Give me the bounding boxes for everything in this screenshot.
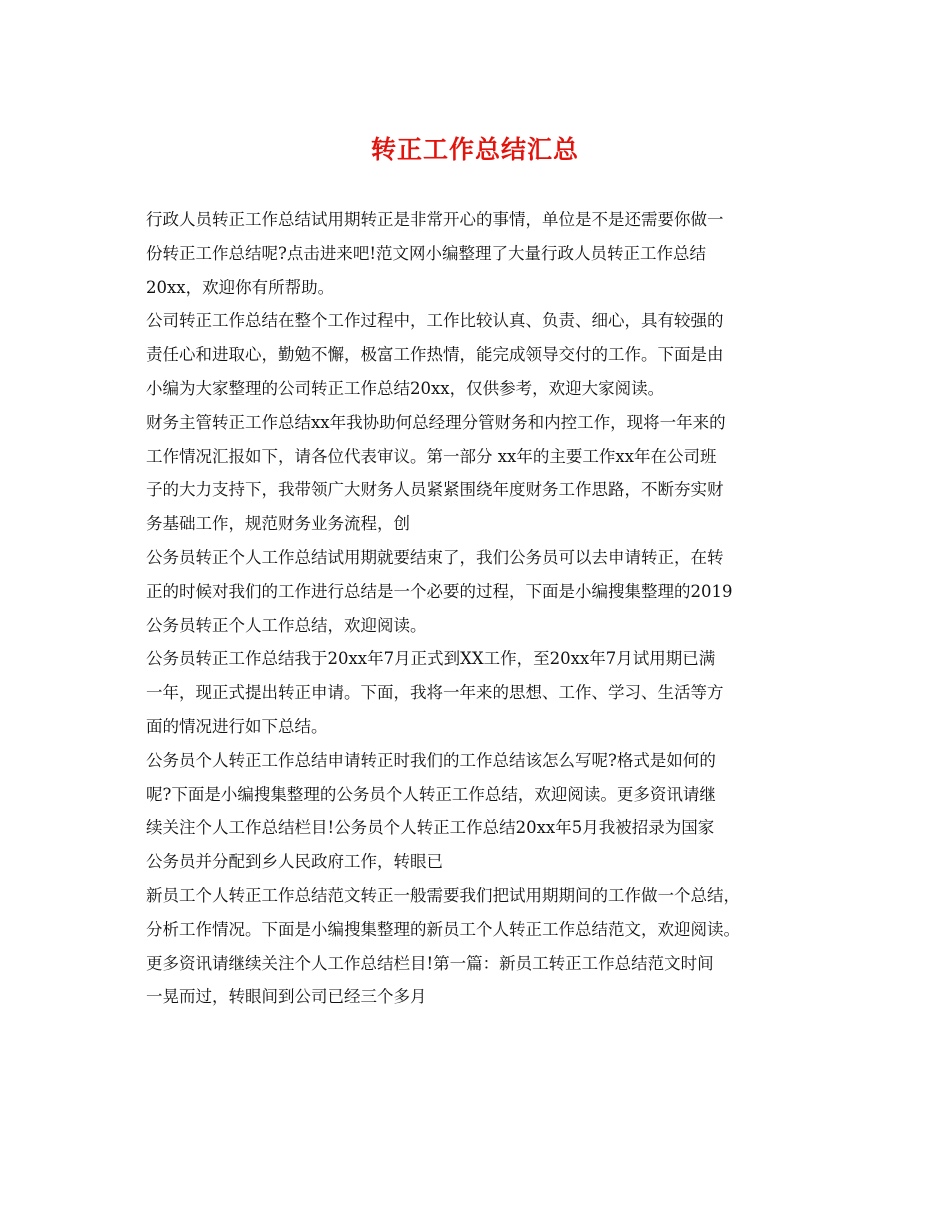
text-line: 行政人员转正工作总结试用期转正是非常开心的事情，单位是不是还需要你做一 [146, 210, 724, 229]
text-line: 新员工个人转正工作总结范文转正一般需要我们把试用期期间的工作做一个总结， [146, 885, 740, 905]
text-line: 一晃而过，转眼间到公司已经三个多月 [146, 987, 427, 1007]
text-line: 子的大力支持下，我带领广大财务人员紧紧围绕年度财务工作思路，不断夯实财 [146, 480, 724, 500]
text-line: 呢?下面是小编搜集整理的公务员个人转正工作总结，欢迎阅读。更多资讯请继 [146, 784, 716, 804]
paragraph-5 [146, 642, 816, 743]
text-line: 份转正工作总结呢?点击进来吧!范文网小编整理了大量行政人员转正工作总结 [146, 243, 706, 263]
document-body [146, 203, 816, 1014]
text-line: 分析工作情况。下面是小编搜集整理的新员工个人转正工作总结范文，欢迎阅读。 [146, 919, 740, 939]
paragraph-7 [146, 879, 816, 1014]
text-line: 公务员转正工作总结我于20xx年7月正式到XX工作，至20xx年7月试用期已满 [146, 649, 716, 669]
paragraph-3 [146, 406, 816, 541]
paragraph-6 [146, 744, 816, 879]
text-line: 责任心和进取心，勤勉不懈，极富工作热情，能完成领导交付的工作。下面是由 [146, 345, 724, 365]
text-line: 更多资讯请继续关注个人工作总结栏目!第一篇：新员工转正工作总结范文时间 [146, 953, 714, 973]
text-line: 公务员并分配到乡人民政府工作，转眼已 [146, 852, 443, 872]
text-line: 一年，现正式提出转正申请。下面，我将一年来的思想、工作、学习、生活等方 [146, 683, 724, 703]
text-line: 公司转正工作总结在整个工作过程中，工作比较认真、负责、细心，具有较强的 [146, 311, 724, 331]
text-line: 公务员转正个人工作总结，欢迎阅读。 [146, 615, 427, 635]
document-title: 转正工作总结汇总 [370, 135, 579, 164]
text-line: 正的时候对我们的工作进行总结是一个必要的过程，下面是小编搜集整理的2019 [146, 581, 733, 601]
text-line: 务基础工作，规范财务业务流程，创 [146, 514, 410, 534]
paragraph-2 [146, 304, 816, 405]
text-line: 面的情况进行如下总结。 [146, 716, 328, 736]
text-line: 公务员个人转正工作总结申请转正时我们的工作总结该怎么写呢?格式是如何的 [146, 750, 716, 770]
text-line: 财务主管转正工作总结xx年我协助何总经理分管财务和内控工作，现将一年来的 [146, 412, 726, 432]
text-line: 20xx，欢迎你有所帮助。 [146, 277, 335, 297]
text-line: 续关注个人工作总结栏目!公务员个人转正工作总结20xx年5月我被招录为国家 [146, 818, 715, 838]
text-line: 小编为大家整理的公司转正工作总结20xx，仅供参考，欢迎大家阅读。 [146, 378, 665, 398]
paragraph-1 [146, 203, 816, 304]
paragraph-4 [146, 541, 816, 642]
text-line: 公务员转正个人工作总结试用期就要结束了，我们公务员可以去申请转正，在转 [146, 547, 724, 567]
text-line: 工作情况汇报如下，请各位代表审议。第一部分 xx年的主要工作xx年在公司班 [146, 446, 717, 466]
